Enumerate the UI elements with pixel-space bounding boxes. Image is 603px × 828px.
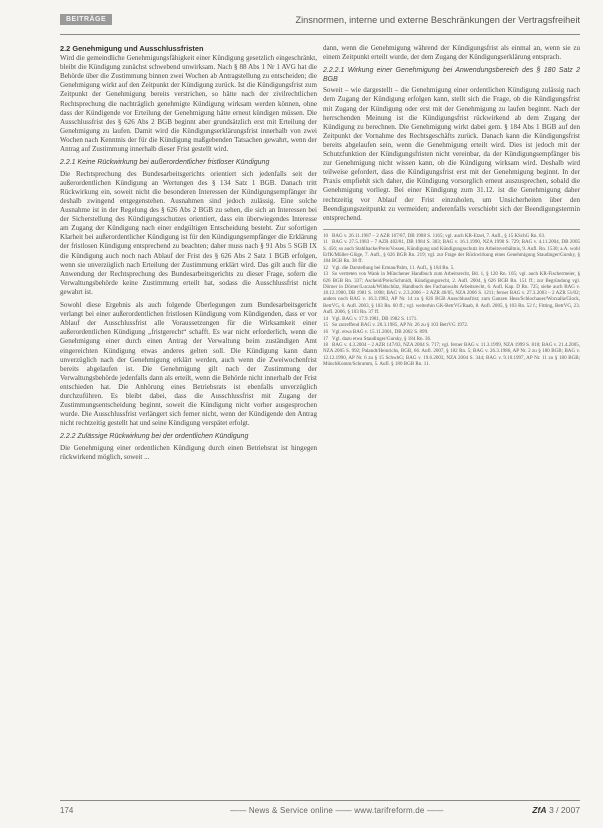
subsection-heading: 2.2.1 Keine Rückwirkung bei außerordentlicher fristloser Kündigung — [60, 159, 270, 167]
footnote — [323, 342, 580, 367]
right-column — [323, 44, 580, 368]
footnote-text: So zutreffend BAG v. 28.3.1985, AP Nr. 26 zu § 103 BetrVG 1972. — [332, 322, 469, 329]
journal-logo: ZfA — [532, 805, 547, 815]
footnote — [323, 316, 580, 322]
paragraph: Soweit – wie dargestellt – die Genehmigung einer ordentlichen Kündigung zulässig nach dem Zugang der Kündigung erfolgen kann, stellt sich die Frage, ob die Kündigungsfrist mit Zugang der Kündigung oder erst mit der Genehmigung zu laufen beginnt. Nach der herrschenden Meinung ist die Kündigungsfrist rückwirkend ab dem Zugang der Kündigung zu berechnen. Die Genehmigung wirkt dabei gem. § 184 Abs 1 BGB auf den Zeitpunkt der Vornahme des Rechtsgeschäfts zurück. Danach kann die Kündigungsfrist bereits abgelaufen sein, wenn die Genehmigung erteilt wird. Dies ist jedoch mit der Schutzfunktion der Kündigungsfristen nicht vereinbar, da der Kündigungsempfänger bis zur Genehmigung nicht wissen kann, ob die Kündigung wirksam wird. Deshalb wird teilweise gefordert, dass die Kündigungsfrist erst mit der Genehmigung beginnt. In der Praxis empfiehlt sich daher, die Kündigung vorsorglich erneut auszusprechen, sobald die Genehmigung vorliegt. Bei einer Kündigung zum 31.12. ist die Genehmigung daher rechtzeitig vor Ablauf der Frist einzuholen, um Unsicherheiten über den Beendigungszeitpunkt zu vermeiden; anderenfalls verschiebt sich der Beendigungstermin entsprechend. — [323, 86, 580, 222]
footnote-number: 12 — [323, 264, 329, 271]
footnote-number: 15 — [323, 322, 329, 329]
footnote-number: 13 — [323, 271, 329, 278]
footnote-text: So vertreten von Wank in Münchener Handbuch zum Arbeitsrecht, Bd. 1, § 120 Rn. 105; vgl. auch KR-Fischermeier, § 626 BGB Rn. 337; Ascheid/Preis/Schmidt, Kündigungsrecht, 2. Aufl. 2004, § 626 BGB Rn. 151 ff.; zur Begründung vgl. Dörner in Dörner/Luczak/Wildschütz, Handbuch des Fachanwalts Arbeitsrecht, 6. Aufl. Kap. D Rn. 725; siehe auch BAG v. 18.12.1980, DB 1981 S. 1098; BAG v. 2.3.2006 – 2 AZR 46/05, NZA 2006 S. 1211; ferner BAG v. 27.3.2003 – 2 AZR 51/02; anders noch BAG v. 16.3.1983, AP Nr. 14 zu § 626 BGB Ausschlussfrist; zum Ganzen Hess/Schlochauer/Worzalla/Glock, BetrVG, 6. Aufl. 2003, § 103 Rn. 60 ff.; vgl. weiterhin GK-BetrVG/Raab, 8. Aufl. 2005, § 103 Rn. 52 f.; Fitting, BetrVG, 23. Aufl. 2006, § 103 Rn. 37 ff. — [323, 271, 580, 315]
footnote — [323, 322, 580, 328]
footnote-number: 17 — [323, 335, 329, 342]
footnote-text: BAG v. 27.5.1983 – 7 AZR 482/81, DB 1984 S. 303; BAG v. 16.1.1990, NZA 1990 S. 729; BAG v. 4.11.2004, DB 2005 S. 456; so auch Stahlhacke/Preis/Vossen, Kündigung und Kündigungsschutz im Arbeitsverhältnis, 9. Aufl. Rn. 1530; a.A. wohl ErfK/Müller-Glöge, 7. Aufl., § 626 BGB Rn. 219; vgl. zur Frage der Rückwirkung eines Genehmigung Staudinger/Gursky, § 184 BGB Rn. 38 ff. — [323, 239, 580, 265]
footnote — [323, 336, 580, 342]
left-column — [60, 44, 317, 466]
paragraph: Die Rechtsprechung des Bundesarbeitsgerichts orientiert sich jedenfalls seit der außerordentlichen Kündigung an Wertungen des § 134 Satz 1 BGB. Danach tritt Rückwirkung ein, soweit nicht die besonderen Interessen der Kündigungsempfänger ihr deshalb zwingend entgegenstehen. Ausnahmen sind jedoch zulässig. Eine solche Ausnahme ist in der Regelung des § 626 Abs 2 BGB zu sehen, die sich an Interessen bei der Sicherstellung des Kündigungsschutzes orientiert, dass ein überwiegendes Interesse am Zugang der Kündigung nach einer endgültigen Entscheidung besteht. Zur sofortigen Klarheit bei außerordentlicher Kündigung ist für den Kündigungsempfänger die Erklärung der fristlosen Kündigung entsprechend zu beachten; daher muss nach § 91 Abs 5 SGB IX die Kündigung auch noch nach Ablauf der Frist des § 626 Abs 2 Satz 1 BGB erfolgen, wenn sie unverzüglich nach Erteilung der Zustimmung erklärt wird. Das gilt auch für die Anwendung der Rechtsprechung des Bundesarbeitsgerichts zu dieser Frage, sofern die Verwaltungsbehörde keine Zustimmung erteilt hat, sodass die Ausschlussfrist nicht gewahrt ist. — [60, 169, 317, 296]
footnote-text: Vgl. die Darstellung bei Erman/Palm, 11. Aufl., § 184 Rn. 5. — [332, 264, 455, 271]
footnote-text: Vgl. etwa BAG v. 15.11.2001, DB 2002 S. 899. — [332, 328, 429, 335]
footnote-number: 14 — [323, 315, 329, 322]
page-number: 174 — [60, 806, 74, 815]
subsection-heading: 2.2.2 Zulässige Rückwirkung bei der ordentlichen Kündigung — [60, 433, 249, 441]
footnote-text: Vgl. BAG v. 17.9.1981, DB 1982 S. 1171. — [332, 315, 418, 322]
footer-link-line[interactable]: —— News & Service online —— www.tarifreform.de —— — [230, 806, 444, 815]
section-heading: 2.2 Genehmigung und Ausschlussfristen — [60, 44, 204, 53]
footnote — [323, 271, 580, 315]
running-title: Zinsnormen, interne und externe Beschränkungen der Vertragsfreiheit — [295, 15, 580, 25]
page-footer — [60, 804, 580, 818]
footnote-number: 10 — [323, 232, 329, 239]
section-rubric: BEITRÄGE — [60, 14, 112, 25]
issue-number: 3 / 2007 — [548, 805, 580, 815]
paragraph: Wird die gemeindliche Genehmigungsfähigkeit einer Kündigung gesetzlich eingeschränkt, bleibt die Kündigung zunächst schwebend unwirksam. Nach § 88 Abs 1 Nr 1 AVG hat die Behörde über die Zustimmung binnen zwei Wochen ab Antragstellung zu entscheiden; die Genehmigung wirkt auf den Zeitpunkt der Kündigung zurück. Ist die Kündigungsfrist zum Zeitpunkt der Genehmigung bereits verstrichen, so hätte nach der zivilrechtlichen Rechtsprechung die nachträglich genehmigte Kündigung wirksam werden können, ohne dass der Kündigende vor Erteilung der Genehmigung hätte erneut kündigen müssen. Die Ausschlussfrist des § 626 Abs 2 BGB beginnt aber grundsätzlich erst mit Erteilung der Genehmigung zu laufen. Damit wird die Kündigungserklärungsfrist innerhalb von zwei Wochen nach Kenntnis der für die Kündigung maßgebenden Tatsachen gewahrt, wenn der Antrag auf Zustimmung innerhalb dieser Frist gestellt wird. — [60, 54, 317, 154]
footnote — [323, 233, 580, 239]
header-rule — [60, 34, 580, 35]
footnote-number: 18 — [323, 342, 329, 349]
footnotes — [323, 229, 580, 367]
footer-rule — [60, 800, 580, 801]
footnote-text: BAG v. 26.11.1987 – 2 AZR 167/87, DB 1988 S. 1165; vgl. auch KR-Etzel, 7. Aufl., § 15 KSchG Rn. 63. — [332, 232, 546, 239]
paragraph: Sowohl diese Ergebnis als auch folgende Überlegungen zum Bundesarbeitsgericht verlangt bei einer außerordentlichen fristlosen Kündigung vom Kündigenden, dass er vor Ablauf der Ausschlussfrist alle Voraussetzungen für die Wirksamkeit einer außerordentlichen Kündigung „fristgerecht“ schafft. Es war nicht erforderlich, wenn die Genehmigung einer durch einen Antrag der Verwaltung beim zuständigen Amt eingereichten Kündigung etwas anderes gelten soll. Die Kündigung kann dann unverzüglich nach der Genehmigung erklärt werden, auch wenn die Zweiwochenfrist bereits abgelaufen ist. Die Genehmigung gilt nach der Zustimmung der Verwaltungsbehörde jedenfalls dann als erteilt, wenn die Behörde nicht innerhalb der Frist entschieden hat. Die Anhörung eines Betriebsrats ist ebenfalls unverzüglich durchzuführen. Es bleibt dabei, dass die Ausschlussfrist mit Zugang der Zustimmungsentscheidung beginnt, soweit die Kündigung nicht vorher ausgesprochen wurde. Die Ausschlussfrist verlängert sich ferner nicht, wenn der Kündigende den Antrag nicht rechtzeitig gestellt hat und seine Kündigung verspätet erfolgt. — [60, 301, 317, 428]
subsection-heading: 2.2.2.1 Wirkung einer Genehmigung bei Anwendungsbereich des § 180 Satz 2 BGB — [323, 67, 580, 83]
footnote-text: BAG v. 4.3.2004 – 2 AZR 147/03, NZA 2004 S. 717; vgl. ferner BAG v. 11.3.1999, NZA 1999 S. 818; BAG v. 21.4.2005, NZA 2005 S. 992; Palandt/Heinrichs, BGB, 66. Aufl. 2007, § 182 Rn. 5; BAG v. 26.3.1986, AP Nr. 2 zu § 180 BGB; BAG v. 12.12.1990, AP Nr. 6 zu § 15 SchwbG; BAG v. 19.6.2003, NZA 2004 S. 344; BAG v. 9.10.1997, AP Nr. 11 zu § 180 BGB; MünchKomm/Schramm, 5. Aufl. § 180 BGB Rn. 11. — [323, 342, 580, 367]
footnote — [323, 329, 580, 335]
footnote-number: 11 — [323, 239, 328, 246]
footnote-number: 16 — [323, 328, 329, 335]
issue-label — [532, 805, 580, 815]
paragraph: Die Genehmigung einer ordentlichen Kündigung durch einen Betriebsrat ist hingegen rückwirkend möglich, soweit ... — [60, 443, 317, 462]
footnote-text: Vgl. dazu etwa Staudinger/Gursky, § 184 Rn. 36. — [332, 335, 432, 342]
footnote — [323, 239, 580, 264]
running-header — [60, 14, 580, 30]
paragraph: dann, wenn die Genehmigung während der Kündigungsfrist als einmal an, wenn sie zu einem Zeitpunkt erteilt wurde, der dem Zugang der Kündigungserklärung entsprach. — [323, 44, 580, 62]
footnote — [323, 265, 580, 271]
